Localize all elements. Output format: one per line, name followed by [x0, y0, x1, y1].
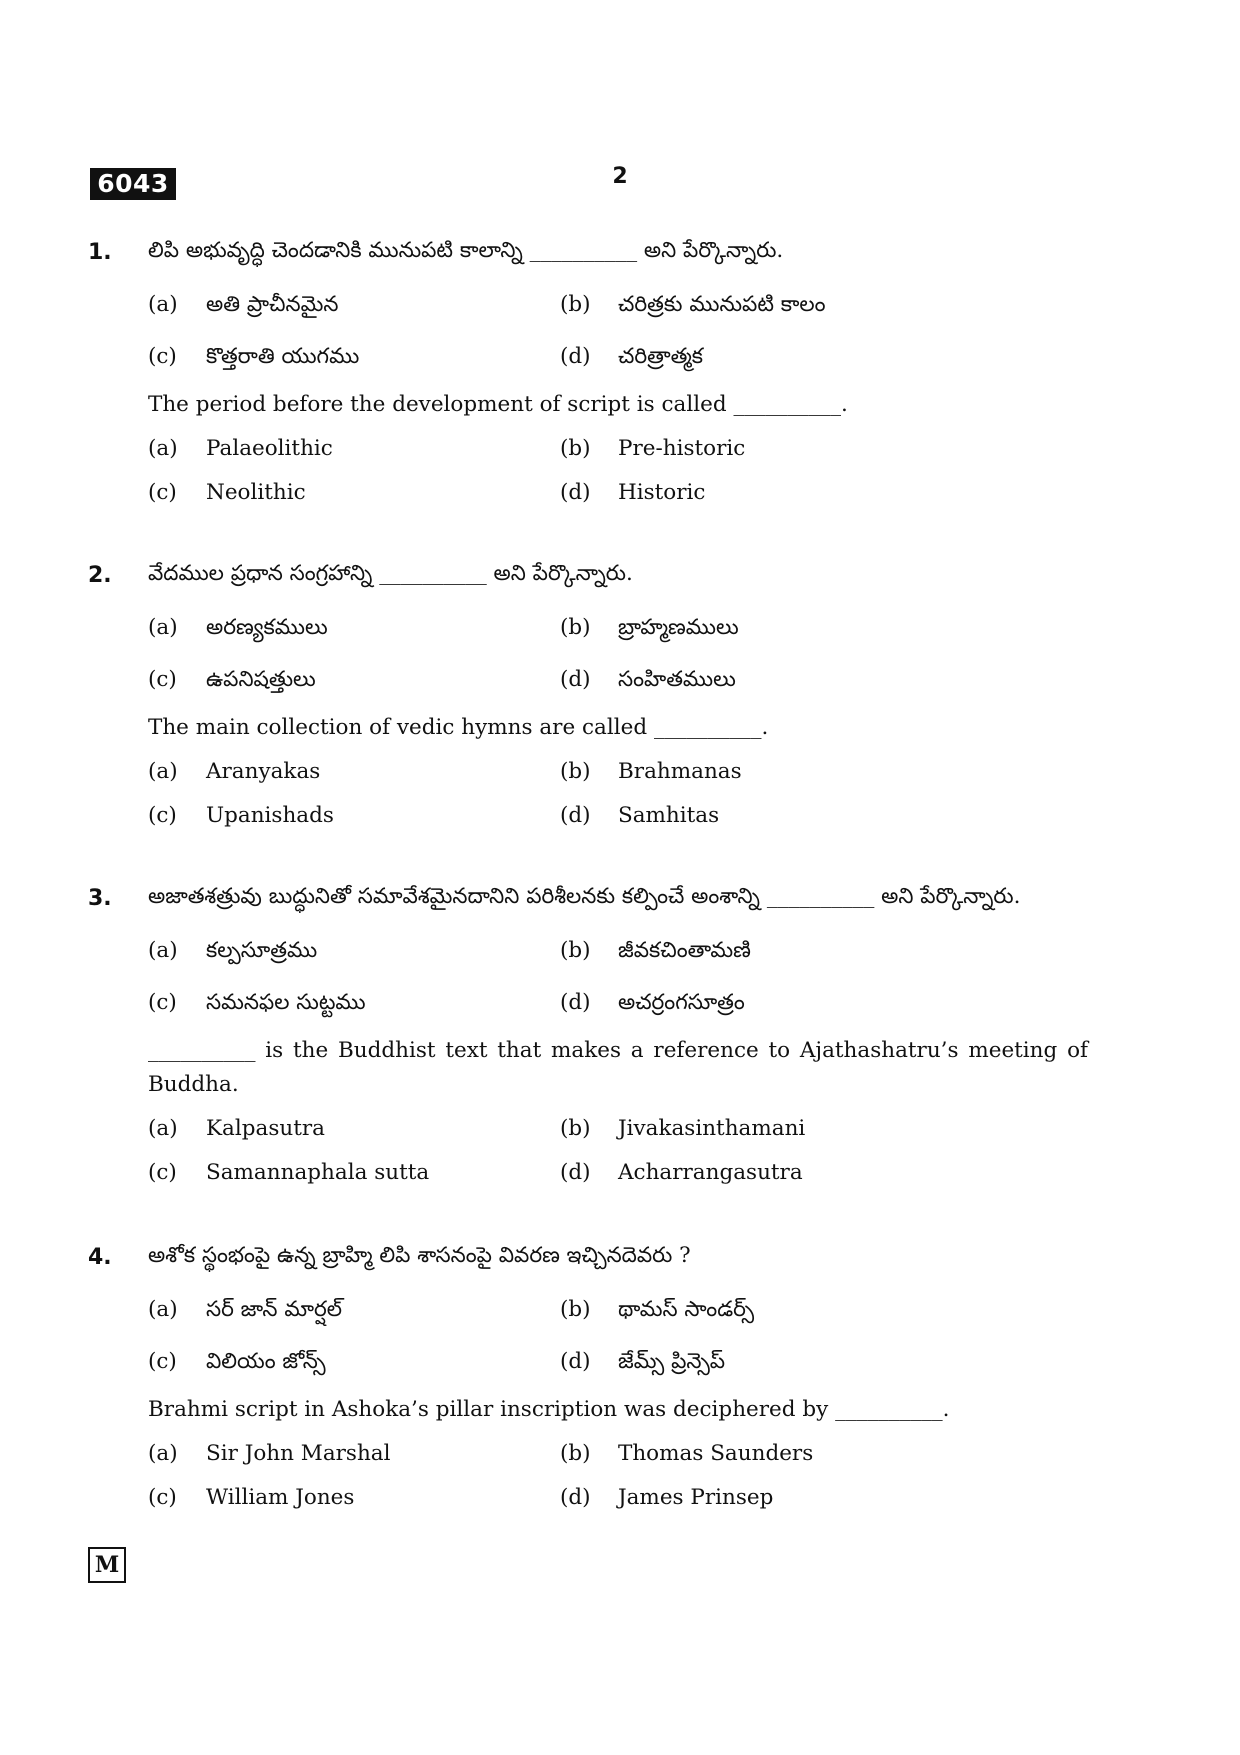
option-a-telugu: (a) అతి ప్రాచీనమైన	[148, 292, 339, 317]
question-text-telugu: వేదముల ప్రధాన సంగ్రహాన్ని __________ అని పేర్కొన్నారు.	[148, 561, 633, 586]
option-a-telugu: (a) అరణ్యకములు	[148, 615, 328, 640]
option-d-telugu: (d) అచర్రంగసూత్రం	[560, 990, 745, 1015]
option-b-telugu: (b) బ్రాహ్మణములు	[560, 615, 739, 640]
option-a-english: (a) Sir John Marshal	[148, 1441, 391, 1466]
question-text-telugu: అశోక స్థంభంపై ఉన్న బ్రాహ్మి లిపి శాసనంపై వివరణ ఇచ్చినదెవరు ?	[148, 1243, 691, 1268]
option-d-telugu: (d) చరిత్రాత్మక	[560, 344, 704, 369]
option-c-telugu: (c) ఉపనిషత్తులు	[148, 667, 316, 692]
option-a-telugu: (a) కల్పసూత్రము	[148, 938, 318, 963]
option-d-english: (d) Samhitas	[560, 803, 720, 828]
option-d-english: (d) Historic	[560, 480, 706, 505]
question-number: 3.	[88, 886, 112, 911]
option-c-english: (c) Neolithic	[148, 480, 306, 505]
option-c-telugu: (c) కొత్తరాతి యుగము	[148, 344, 360, 369]
option-c-english: (c) William Jones	[148, 1485, 355, 1510]
question-text-english: The main collection of vedic hymns are called __________.	[148, 715, 769, 740]
option-d-telugu: (d) సంహితములు	[560, 667, 736, 692]
option-c-english: (c) Samannaphala sutta	[148, 1160, 430, 1185]
option-b-telugu: (b) జీవకచింతామణి	[560, 938, 751, 963]
option-c-telugu: (c) విలియం జోన్స్	[148, 1349, 326, 1374]
option-c-english: (c) Upanishads	[148, 803, 334, 828]
page-number: 2	[612, 164, 628, 189]
option-a-english: (a) Kalpasutra	[148, 1116, 325, 1141]
option-b-english: (b) Jivakasinthamani	[560, 1116, 806, 1141]
question-number: 4.	[88, 1245, 112, 1270]
question-text-telugu: లిపి అభువృద్ధి చెందడానికి మునుపటి కాలాన్ని __________ అని పేర్కొన్నారు.	[148, 238, 784, 263]
option-b-telugu: (b) థామస్ సాండర్స్	[560, 1297, 755, 1322]
option-a-english: (a) Palaeolithic	[148, 436, 333, 461]
option-d-english: (d) James Prinsep	[560, 1485, 774, 1510]
option-a-telugu: (a) సర్ జాన్ మార్షల్	[148, 1297, 342, 1322]
option-d-telugu: (d) జేమ్స్ ప్రిన్సెప్	[560, 1349, 726, 1374]
paper-code-badge: 6043	[90, 168, 176, 200]
option-c-telugu: (c) సమనఫల సుట్టము	[148, 990, 366, 1015]
option-b-english: (b) Pre-historic	[560, 436, 746, 461]
question-text-english: __________ is the Buddhist text that makes a reference to Ajathashatru’s meeting of Buddha.	[148, 1038, 1088, 1097]
option-a-english: (a) Aranyakas	[148, 759, 321, 784]
question-text-english: The period before the development of script is called __________.	[148, 392, 848, 417]
option-b-english: (b) Thomas Saunders	[560, 1441, 814, 1466]
question-number: 1.	[88, 240, 112, 265]
question-text-english: Brahmi script in Ashoka’s pillar inscription was deciphered by __________.	[148, 1397, 950, 1422]
option-b-english: (b) Brahmanas	[560, 759, 742, 784]
question-text-telugu: అజాతశత్రువు బుద్ధునితో సమావేశమైనదానిని పరిశీలనకు కల్పించే అంశాన్ని __________ అని పేర్కొన్నారు.	[148, 884, 1021, 909]
option-b-telugu: (b) చరిత్రకు మునుపటి కాలం	[560, 292, 826, 317]
option-d-english: (d) Acharrangasutra	[560, 1160, 803, 1185]
medium-mark-box: M	[88, 1547, 126, 1583]
question-number: 2.	[88, 563, 112, 588]
